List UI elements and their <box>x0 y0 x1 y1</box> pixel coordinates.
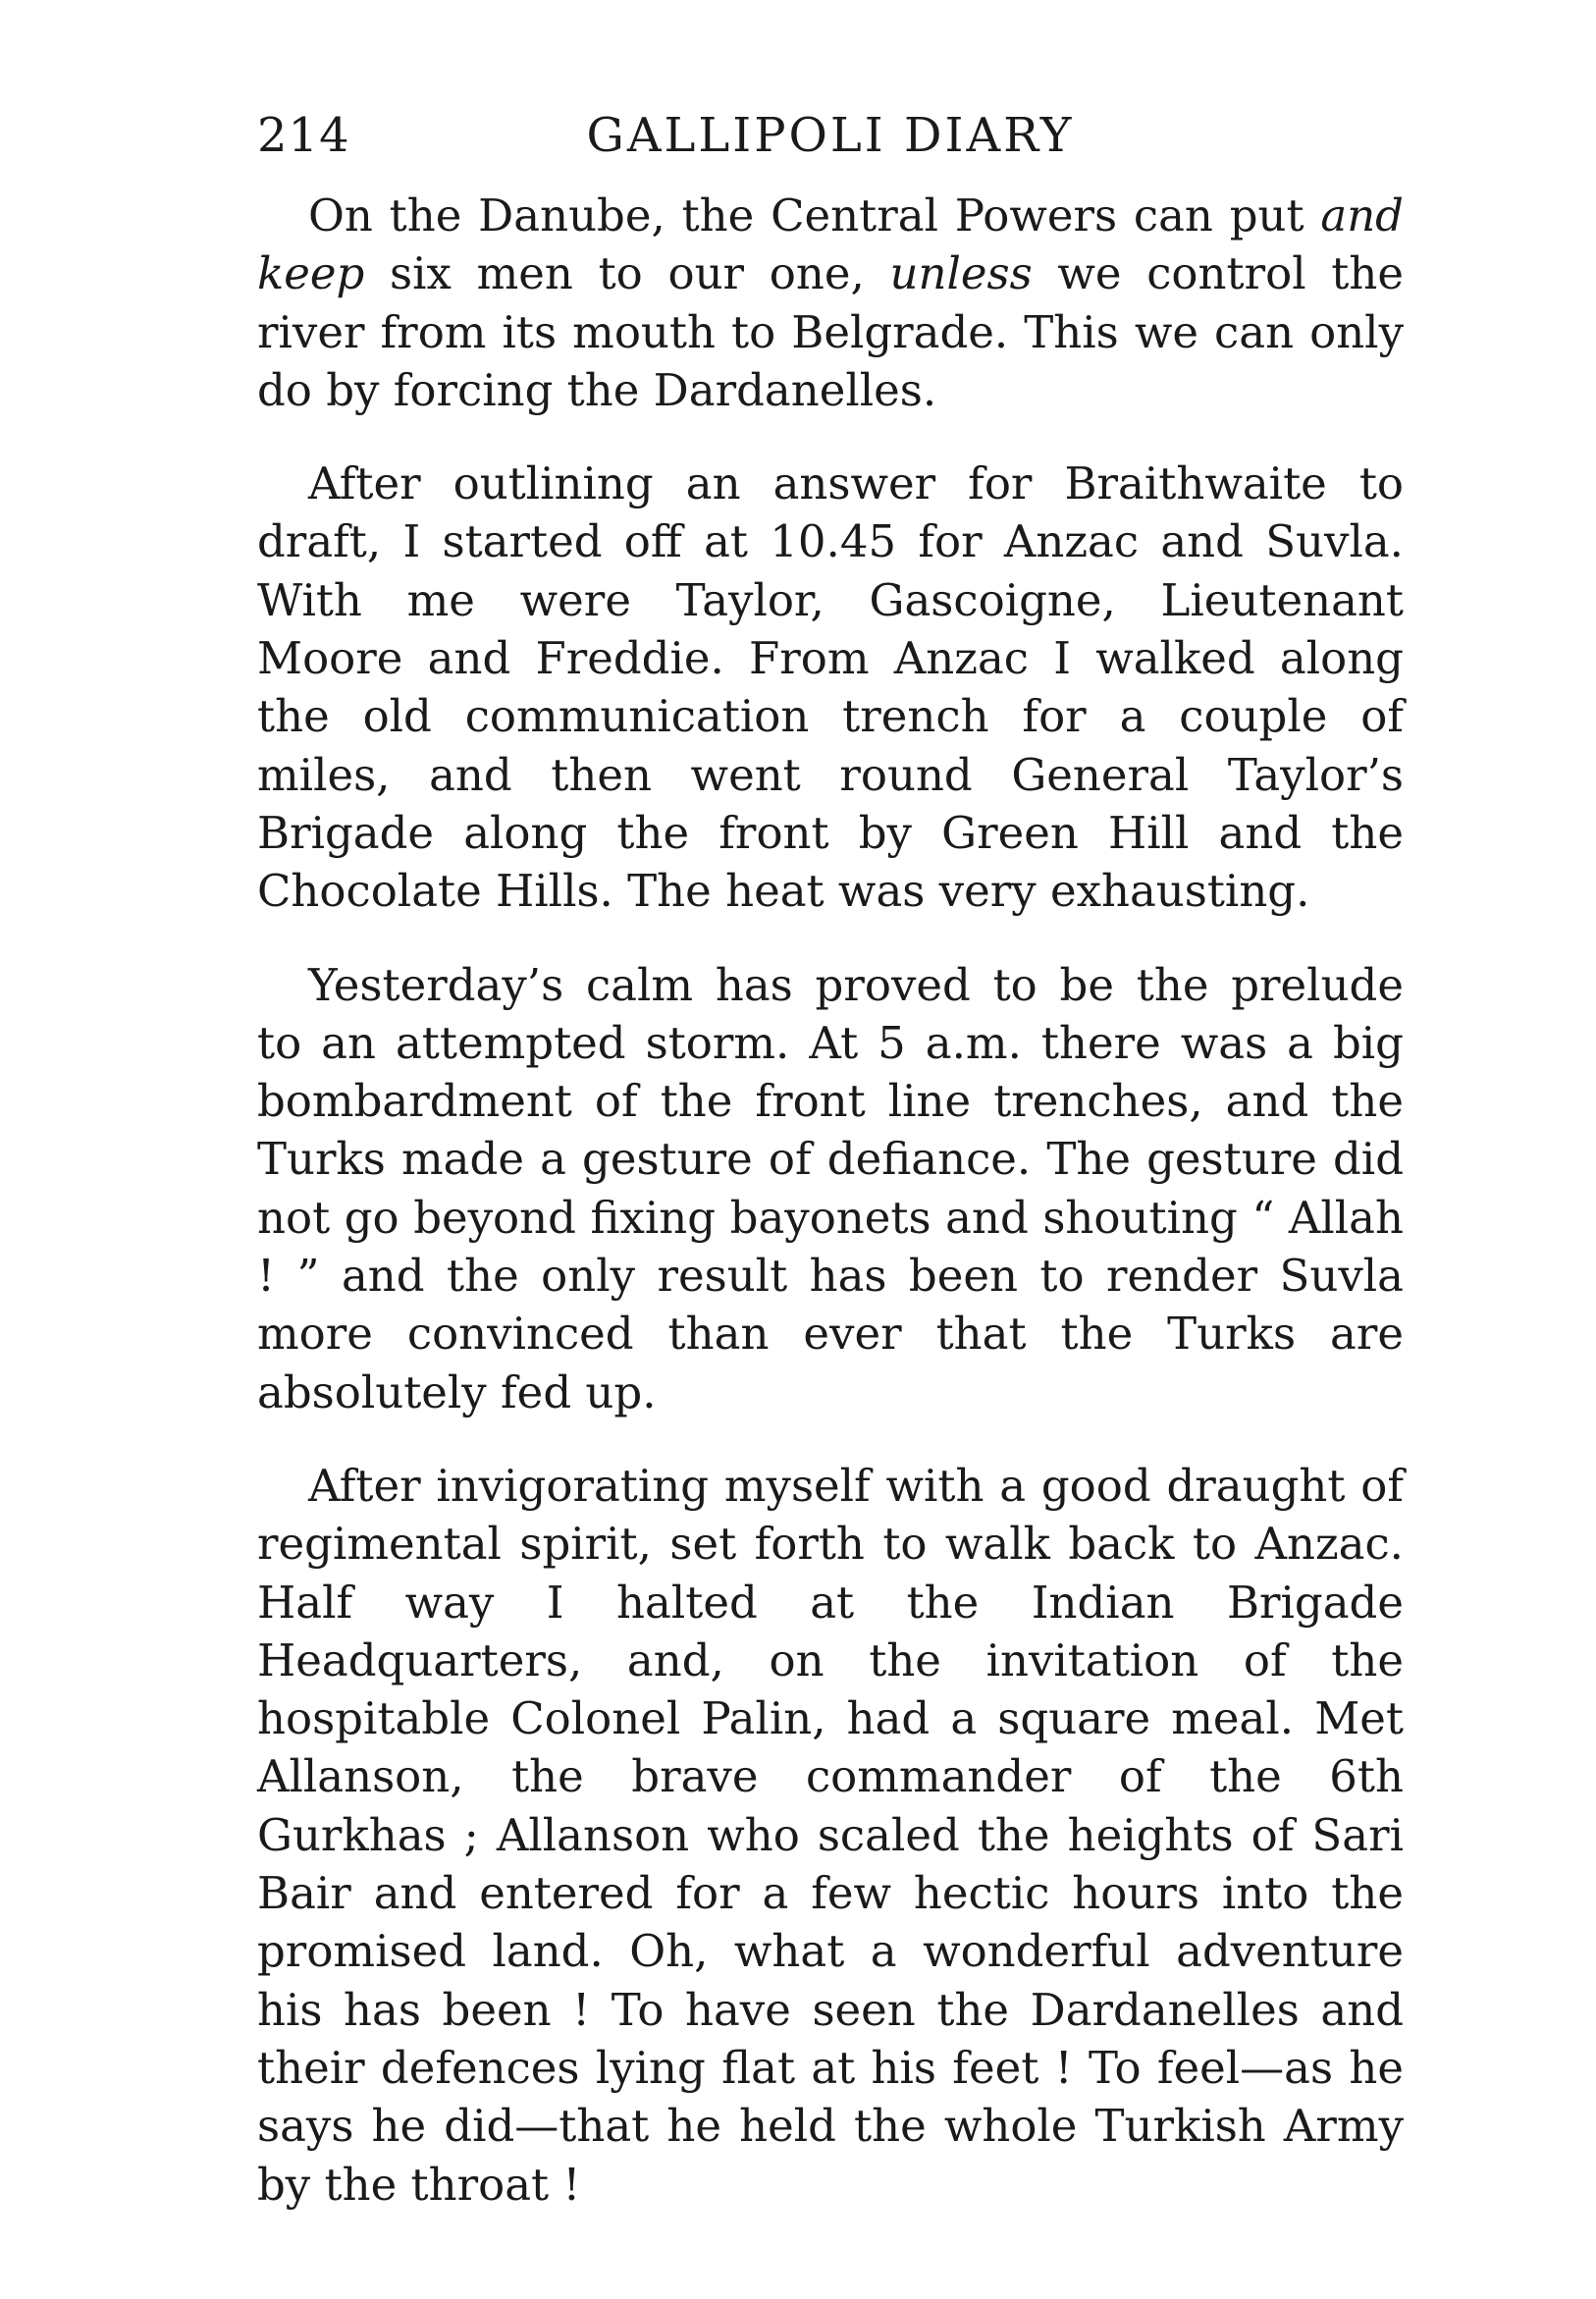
paragraph-text: After outlining an answer for Braithwaite to draft, I started off at 10.45 for Anzac and Suvla. With me were Taylor, Gascoigne, Lieutenant Moore and Freddie. From Anzac I walked along the old communication trench for a couple of miles, and then went round General Taylor’s Brigade along the front by Green Hill and the Chocolate Hills. The heat was very exhausting. <box>257 457 1404 918</box>
running-title: GALLIPOLI DIARY <box>586 108 1075 163</box>
paragraph-1 <box>257 187 1404 419</box>
paragraph-3 <box>257 956 1404 1421</box>
paragraph-text: six men to our one, <box>364 247 890 300</box>
emphasis-text: and keep <box>257 189 1404 300</box>
paragraph-text: we control the river from its mouth to Belgrade. This we can only do by forcing the Dardanelles. <box>257 247 1404 416</box>
paragraph-text: Yesterday’s calm has proved to be the prelude to an attempted storm. At 5 a.m. there was a big bombardment of the front line trenches, and the Turks made a gesture of defiance. The gesture did not go beyond fixing bayonets and shouting “ Allah ! ” and the only result has been to render Suvla more convinced than ever that the Turks are absolutely fed up. <box>257 958 1404 1418</box>
paragraph-4 <box>257 1457 1404 2214</box>
running-head <box>257 108 1404 177</box>
paragraph-2 <box>257 454 1404 920</box>
paragraph-text: On the Danube, the Central Powers can put <box>308 189 1321 241</box>
book-page <box>257 108 1404 2214</box>
emphasis-text: unless <box>889 247 1033 300</box>
page-number: 214 <box>257 108 350 163</box>
paragraph-text: After invigorating myself with a good draught of regimental spirit, set forth to walk back to Anzac. Half way I halted at the Indian Brigade Headquarters, and, on the invitation of the hospitable Colonel Palin, had a square meal. Met Allanson, the brave commander of the 6th Gurkhas ; Allanson who scaled the heights of Sari Bair and entered for a few hectic hours into the promised land. Oh, what a wonderful adventure his has been ! To have seen the Dardanelles and their defences lying flat at his feet ! To feel—as he says he did—that he held the whole Turkish Army by the throat ! <box>257 1459 1404 2211</box>
